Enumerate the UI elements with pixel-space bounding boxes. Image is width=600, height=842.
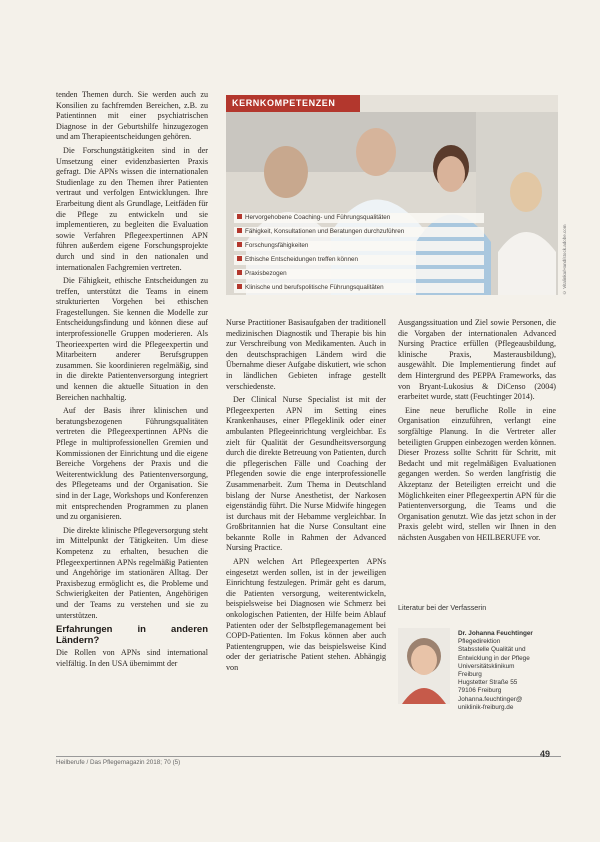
page-footer: Heilberufe / Das Pflegemagazin 2018; 70 (5) — [56, 756, 561, 766]
author-email[interactable]: uniklinik-freiburg.de — [458, 703, 514, 711]
paragraph: tenden Themen durch. Sie werden auch zu Konsilien zu fachfremden Bereichen, z.B. zu Patientinnen mit einer psychiatrischen Diagnose in der Geburtshilfe hinzugezogen und am Therapieentscheidungen gehören. — [56, 90, 208, 142]
author-avatar — [398, 628, 450, 704]
author-line: Entwicklung in der Pflege — [458, 654, 530, 662]
competence-list — [234, 213, 484, 295]
list-item: Ethische Entscheidungen treffen können — [234, 255, 484, 265]
author-info — [458, 630, 562, 712]
paragraph: Nurse Practitioner Basisaufgaben der traditionell medizinischen Diagnostik und Therapie bis hin zur Verschreibung von Medikamenten. Auch in den deutschsprachigen Ländern wird die Übernahme dieser Aufgabe diskutiert, wie schon in ländlichen Gebieten infrage gestellt verschiedenste. — [226, 318, 386, 391]
author-line: 79106 Freiburg — [458, 687, 502, 695]
literature-note: Literatur bei der Verfasserin — [398, 603, 487, 612]
section-heading: Erfahrungen in anderen Ländern? — [56, 624, 208, 646]
list-item: Fähigkeit, Konsultationen und Beratungen durchzuführen — [234, 227, 484, 237]
list-item: Forschungsfähigkeiten — [234, 241, 484, 251]
author-line: Stabsstelle Qualität und — [458, 646, 526, 654]
author-line: Hugstetter Straße 55 — [458, 679, 518, 687]
author-line: Universitätsklinikum — [458, 662, 515, 670]
paragraph: Ausgangssituation und Ziel sowie Personen, die die Vorgaben der internationalen Advanced Nursing Practice erfüllen (Pflegeausbildung, klinische Praxis, Masterausbildung), ausgewählt. Die Implementierung findet auf dem Hintergrund des PEPPA Frameworks, das von Bryant-Lukosius & DiCenso (2004) erarbeitet wurde, statt (Feuchtinger 2014). — [398, 318, 556, 402]
bullet-icon — [237, 242, 242, 247]
bullet-icon — [237, 284, 242, 289]
bullet-icon — [237, 270, 242, 275]
paragraph: Die Fähigkeit, ethische Entscheidungen zu treffen, unterstützt die Teams in einem strukturierten Vorgehen bei ethischen Fragestellungen. Sie kennen die Modelle zur Entscheidungsfindung und können diese auf interprofessionelle Gruppen moderieren. Als Theorieexperten wird die Pflegeexpertin und Mitarbeitern anderer Berufsgruppen zusammen. Sie koordinieren regelmäßig, sind in die direkte Patientenversorgung integriert und kennen die aktuelle Situation in den Bereichen nachhaltig. — [56, 276, 208, 402]
column-1 — [56, 90, 208, 672]
paragraph: Die direkte klinische Pflegeversorgung steht im Mittelpunkt der Tätigkeiten. Um diese Kompetenz zu erhalten, besuchen die Pflegeexpertinnen APNs regelmäßig Patienten und Angehörige im stationären Alltag. Der Praxisbezug ermöglicht es, die Probleme und Schwierigkeiten der Patienten, Angehörigen und der Teams zu verstehen und sie zu unterstützen. — [56, 525, 208, 620]
author-email[interactable]: Johanna.feuchtinger@ — [458, 695, 523, 703]
column-3 — [398, 318, 556, 546]
author-name: Dr. Johanna Feuchtinger — [458, 630, 533, 637]
list-item: Hervorgehobene Coaching- und Führungsqualitäten — [234, 213, 484, 223]
bullet-icon — [237, 214, 242, 219]
author-line: Pflegedirektion — [458, 638, 501, 646]
page-number: 49 — [540, 749, 551, 759]
author-line: Freiburg — [458, 671, 482, 679]
paragraph: Der Clinical Nurse Specialist ist mit der Pflegeexperten APN im Setting eines Krankenhauses, einer Pflegeklinik oder einer ambulanten Pflegeeinrichtung vergleichbar. Es zielt für Qualität der Gesundheitsversorgung durch die direkte Betreuung von Patienten, durch die pflegerischen Fälle und Coaching der Pflegenden sowie die enge interprofessionelle Zusammenarbeit. Zum Thema in Deutschland bislang der Nurse Anesthetist, der Narkosen eigenständig führt. Die Nurse Midwife hingegen ist durchaus mit der Hebamme vergleichbar. In Großbritannien hat die Nurse Consultant eine bekannte Rolle in Rahmen der Advanced Nursing Practice. — [226, 395, 386, 553]
paragraph: APN welchen Art Pflegeexperten APNs eingesetzt werden sollen, ist in der jeweiligen Einrichtung festzulegen. Primär geht es darum, die Patienten versorgung, weiterentwickeln, beispielsweise bei Diagnosen wie Schmerz bei onkologischen Patienten, der Hilfe beim Ablauf Patienten oder der Selbstpflegemanagement bei COPD-Patienten. Im Fokus können aber auch Patientengruppen, wie das beispielsweise Kind oder der geriatrische Patient stehen. Abhängig von — [226, 557, 386, 672]
box-title: KERNKOMPETENZEN — [226, 95, 360, 112]
paragraph: Die Forschungstätigkeiten sind in der Umsetzung einer evidenzbasierten Praxis gefragt. Die APNs wissen die internationalen Studienlage zu den Themen ihrer Patienten vertraut und verfolgen Entwicklungen. Ihre Erarbeitung dient als Grundlage, Leitfäden für die Pflege zu entwickeln und sie implementieren, zu begleiten die Evaluation sowie Verfahren Pflegeexpertinnen APN führen außerdem eigene Forschungsprojekte durch und sind in den nationalen und internationalen Fachgremien vertreten. — [56, 145, 208, 272]
paragraph: Auf der Basis ihrer klinischen und beratungsbezogenen Führungsqualitäten vertreten die Pflegeexpertinnen APNs die Pflege in multiprofessionellen Gremien und Kommissionen der Einrichtung und die eigene Bereiche Vorgehens der Praxis und die Weiterentwicklung des Patientenversorgung, des Pflegeteams und der Organisation. Sie sind in der Lage, Workshops und Konferenzen mit entsprechenden Programmen zu planen und zu organisieren. — [56, 406, 208, 522]
bullet-icon — [237, 256, 242, 261]
kernkompetenzen-box — [226, 95, 558, 295]
bullet-icon — [237, 228, 242, 233]
list-item: Klinische und berufspolitische Führungsqualitäten — [234, 283, 484, 293]
column-2 — [226, 318, 386, 677]
paragraph: Die Rollen von APNs sind international vielfältig. In den USA übernimmt der — [56, 648, 208, 668]
list-item: Praxisbezogen — [234, 269, 484, 279]
paragraph: Eine neue berufliche Rolle in eine Organisation einzuführen, verlangt eine sorgfältige Planung. In die Vertreter aller beteiligten Gruppen einbezogen werden können. Dieser Prozess sollte Schritt für Schritt, mit Bedacht und mit regelmäßigen Evaluationen gegangen werden. So werden langfristig die Akzeptanz der Beteiligten erreicht und die Möglichkeiten einer Pflegeexpertin APN für die Patientenversorgung, die Teams und die Organisation genutzt. Wie das jetzt schon in der Praxis gelebt wird, stellen wir Ihnen in den nächsten Ausgaben von HEILBERUFE vor. — [398, 405, 556, 542]
photo-credit: © Vitalinka/Hand/stock.adobe.com — [562, 224, 567, 295]
